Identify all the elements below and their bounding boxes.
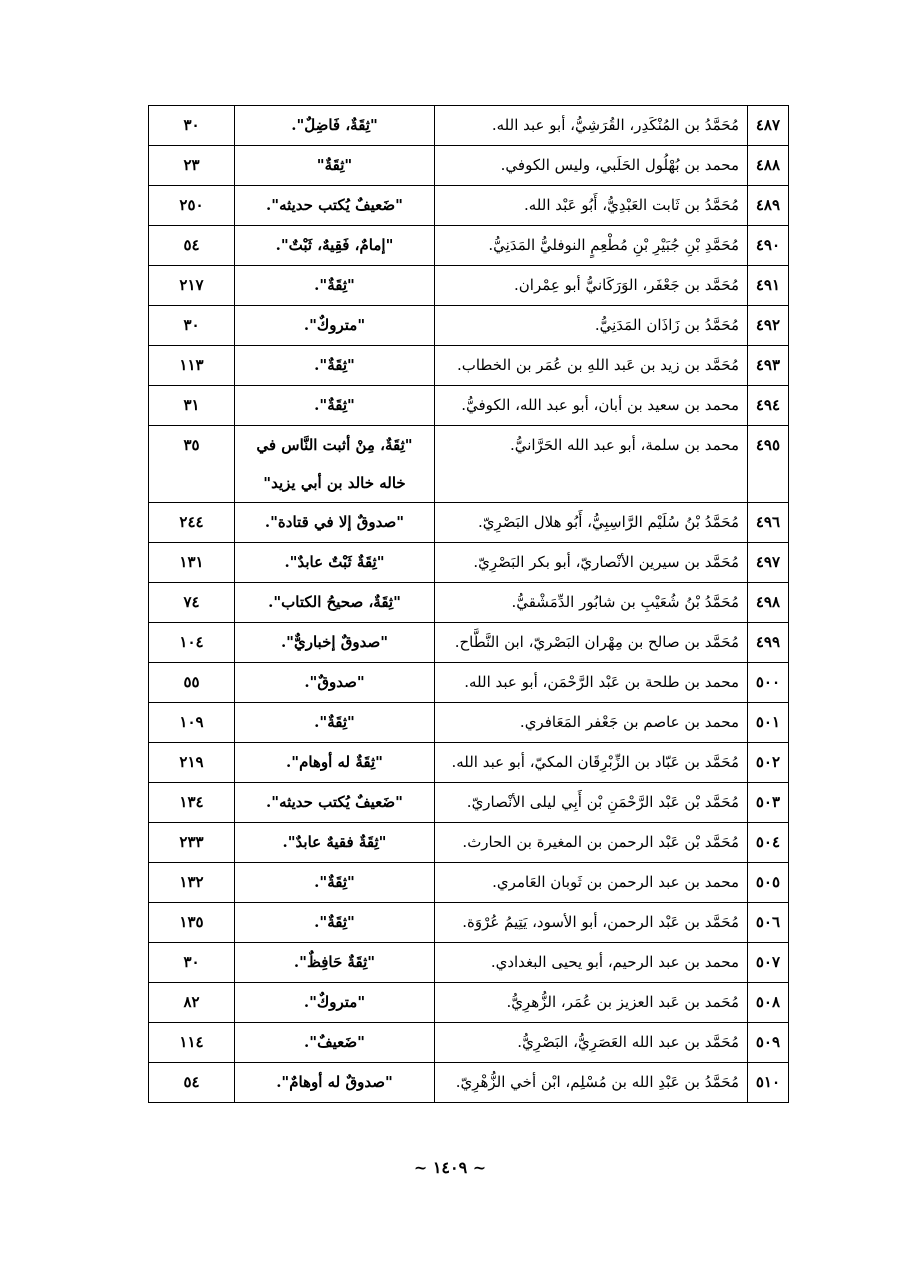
table-row bbox=[149, 943, 789, 983]
row-number: ٤٨٨ bbox=[748, 146, 789, 186]
row-number: ٥٠٣ bbox=[748, 783, 789, 823]
narrator-grade: "ثِقَةٌ". bbox=[235, 386, 435, 426]
row-number: ٥٠٢ bbox=[748, 743, 789, 783]
table-row bbox=[149, 703, 789, 743]
page-reference: ١٣٤ bbox=[149, 783, 235, 823]
narrators-table-body bbox=[149, 106, 789, 1103]
table-row bbox=[149, 783, 789, 823]
page-reference: ٥٤ bbox=[149, 1063, 235, 1103]
table-row bbox=[149, 583, 789, 623]
narrator-grade: "صدوقٌ له أوهامٌ". bbox=[235, 1063, 435, 1103]
narrators-table-wrapper bbox=[148, 105, 788, 1103]
narrator-grade: "ثِقَةٌ له أوهام". bbox=[235, 743, 435, 783]
narrator-name: مُحَمَّدُ بْنُ شُعَيْبِ بن شابُور الدِّمَشْقيُّ. bbox=[435, 583, 748, 623]
table-row bbox=[149, 146, 789, 186]
narrator-name: مُحَمَّد بن جَعْفَر، الوَرَكَانيُّ أبو عِمْران. bbox=[435, 266, 748, 306]
page-reference: ٣٠ bbox=[149, 106, 235, 146]
narrator-name: مُحَمَّدِ بْنِ جُبَيْرِ بْنِ مُطْعِمٍ النوفليُّ المَدَنِيُّ. bbox=[435, 226, 748, 266]
narrator-grade: "ثِقَةٌ". bbox=[235, 266, 435, 306]
page-reference: ٥٥ bbox=[149, 663, 235, 703]
narrator-grade: "ضَعيفٌ يُكتب حديثه". bbox=[235, 186, 435, 226]
row-number: ٤٩٥ bbox=[748, 426, 789, 503]
narrator-name: محمد بن عاصم بن جَعْفر المَعَافري. bbox=[435, 703, 748, 743]
narrator-grade: "ثِقَةٌ فقيهٌ عابدٌ". bbox=[235, 823, 435, 863]
row-number: ٥١٠ bbox=[748, 1063, 789, 1103]
narrator-name: مُحَمَّد بْن عَبْد الرحمن بن المغيرة بن الحارث. bbox=[435, 823, 748, 863]
table-row bbox=[149, 983, 789, 1023]
narrator-grade: "ثِقَةٌ". bbox=[235, 863, 435, 903]
page-reference: ٣٠ bbox=[149, 306, 235, 346]
narrator-name: محمد بن بُهْلُول الحَلَبي، وليس الكوفي. bbox=[435, 146, 748, 186]
narrator-name: مُحَمَّد بن عبد الله العَصَرِيُّ، البَصْرِيُّ. bbox=[435, 1023, 748, 1063]
narrator-grade: "إمامٌ، فَقِيهٌ، ثَبْتٌ". bbox=[235, 226, 435, 266]
table-row bbox=[149, 186, 789, 226]
narrator-grade: "ثِقَةٌ ثَبْتٌ عابدٌ". bbox=[235, 543, 435, 583]
narrator-name: محمد بن عبد الرحيم، أبو يحيى البغدادي. bbox=[435, 943, 748, 983]
narrator-name: محمد بن طلحة بن عَبْد الرَّحْمَن، أبو عبد الله. bbox=[435, 663, 748, 703]
row-number: ٤٩٠ bbox=[748, 226, 789, 266]
row-number: ٤٩٦ bbox=[748, 503, 789, 543]
page-reference: ٨٢ bbox=[149, 983, 235, 1023]
row-number: ٤٩١ bbox=[748, 266, 789, 306]
narrator-name: مُحَمَّد بن عَبّاد بن الزِّبْرِقَان المكيّ، أبو عبد الله. bbox=[435, 743, 748, 783]
page-reference: ٢٤٤ bbox=[149, 503, 235, 543]
table-row bbox=[149, 266, 789, 306]
narrator-name: مُحَمَّد بن زيد بن عَبد اللهِ بن عُمَر بن الخطاب. bbox=[435, 346, 748, 386]
table-row bbox=[149, 623, 789, 663]
page-reference: ٣٠ bbox=[149, 943, 235, 983]
narrator-name: مُحَمَّد بْن عَبْد الرَّحْمَنِ بْن أَبِي ليلى الأنْصاريّ. bbox=[435, 783, 748, 823]
narrator-grade: "صدوقٌ". bbox=[235, 663, 435, 703]
page-reference: ٣١ bbox=[149, 386, 235, 426]
page-reference: ٢١٩ bbox=[149, 743, 235, 783]
table-row bbox=[149, 743, 789, 783]
table-row bbox=[149, 346, 789, 386]
table-row bbox=[149, 823, 789, 863]
row-number: ٥٠٩ bbox=[748, 1023, 789, 1063]
row-number: ٥٠٨ bbox=[748, 983, 789, 1023]
row-number: ٥٠٧ bbox=[748, 943, 789, 983]
page-reference: ١٠٩ bbox=[149, 703, 235, 743]
narrator-name: مُحَمَّدُ بْنُ سُلَيْم الرَّاسِبِيُّ، أَبُو هلال البَصْرِيّ. bbox=[435, 503, 748, 543]
narrator-grade: "ثِقَةٌ، صحيحُ الكتاب". bbox=[235, 583, 435, 623]
narrator-grade: "ثِقَةٌ" bbox=[235, 146, 435, 186]
page-reference: ٢٣ bbox=[149, 146, 235, 186]
row-number: ٥٠٦ bbox=[748, 903, 789, 943]
narrator-grade: "ضَعيفٌ يُكتب حديثه". bbox=[235, 783, 435, 823]
narrators-table bbox=[148, 105, 789, 1103]
narrator-name: مُحَمد بن عَبد العزيز بن عُمَر، الزُّهرِيُّ. bbox=[435, 983, 748, 1023]
table-row bbox=[149, 386, 789, 426]
table-row bbox=[149, 306, 789, 346]
narrator-name: مُحَمَّدُ بن المُنْكَدِر، القُرَشِيُّ، أبو عبد الله. bbox=[435, 106, 748, 146]
narrator-grade: "متروكٌ". bbox=[235, 306, 435, 346]
table-row bbox=[149, 1023, 789, 1063]
page-reference: ١٣١ bbox=[149, 543, 235, 583]
row-number: ٤٨٩ bbox=[748, 186, 789, 226]
narrator-name: محمد بن عبد الرحمن بن ثَوبان العَامري. bbox=[435, 863, 748, 903]
row-number: ٤٩٢ bbox=[748, 306, 789, 346]
row-number: ٥٠١ bbox=[748, 703, 789, 743]
narrator-name: مُحَمَّدُ بن عَبْدِ الله بن مُسْلِم، ابْن أخي الزُّهْرِيّ. bbox=[435, 1063, 748, 1103]
narrator-name: مُحَمَّدُ بن ثَابت العَبْدِيُّ، أَبُو عَبْد الله. bbox=[435, 186, 748, 226]
narrator-grade: "صدوقٌ إلا في قتادة". bbox=[235, 503, 435, 543]
page-reference: ٧٤ bbox=[149, 583, 235, 623]
page-reference: ١١٣ bbox=[149, 346, 235, 386]
narrator-grade: "ثِقَةٌ حَافِظٌ". bbox=[235, 943, 435, 983]
narrator-name: مُحَمَّد بن عَبْد الرحمن، أبو الأسود، يَتِيمُ عُرْوَة. bbox=[435, 903, 748, 943]
narrator-name: محمد بن سلمة، أبو عبد الله الحَرَّانيُّ. bbox=[435, 426, 748, 503]
row-number: ٤٩٤ bbox=[748, 386, 789, 426]
table-row bbox=[149, 226, 789, 266]
page-reference: ١٠٤ bbox=[149, 623, 235, 663]
table-row bbox=[149, 426, 789, 503]
page-reference: ١١٤ bbox=[149, 1023, 235, 1063]
page-reference: ١٣٢ bbox=[149, 863, 235, 903]
narrator-grade: "ثِقَةٌ، مِنْ أثبت النَّاس في خاله خالد بن أبي يزيد" bbox=[235, 426, 435, 503]
narrator-grade: "متروكٌ". bbox=[235, 983, 435, 1023]
table-row bbox=[149, 863, 789, 903]
row-number: ٤٩٨ bbox=[748, 583, 789, 623]
narrator-grade: "صدوقٌ إخباريٌّ". bbox=[235, 623, 435, 663]
narrator-grade: "ثِقَةٌ". bbox=[235, 703, 435, 743]
table-row bbox=[149, 903, 789, 943]
page-reference: ١٣٥ bbox=[149, 903, 235, 943]
table-row bbox=[149, 543, 789, 583]
page-reference: ٣٥ bbox=[149, 426, 235, 503]
table-row bbox=[149, 1063, 789, 1103]
narrator-name: مُحَمَّد بن صالح بن مِهْران البَصْريّ، ابن النَّطَّاح. bbox=[435, 623, 748, 663]
narrator-grade: "ضَعيفٌ". bbox=[235, 1023, 435, 1063]
narrator-grade: "ثِقَةٌ، فَاضِلٌ". bbox=[235, 106, 435, 146]
row-number: ٤٩٣ bbox=[748, 346, 789, 386]
row-number: ٥٠٥ bbox=[748, 863, 789, 903]
row-number: ٤٩٩ bbox=[748, 623, 789, 663]
page-reference: ٢٥٠ bbox=[149, 186, 235, 226]
row-number: ٤٩٧ bbox=[748, 543, 789, 583]
page-reference: ٢١٧ bbox=[149, 266, 235, 306]
page-number: ~ ١٤٠٩ ~ bbox=[413, 1158, 487, 1177]
row-number: ٥٠٠ bbox=[748, 663, 789, 703]
page-reference: ٢٣٣ bbox=[149, 823, 235, 863]
narrator-name: مُحَمَّدُ بن زَاذَان المَدَنِيُّ. bbox=[435, 306, 748, 346]
table-row bbox=[149, 663, 789, 703]
row-number: ٤٨٧ bbox=[748, 106, 789, 146]
table-row bbox=[149, 503, 789, 543]
page-reference: ٥٤ bbox=[149, 226, 235, 266]
narrator-grade: "ثِقَةٌ". bbox=[235, 346, 435, 386]
narrator-grade: "ثِقَةٌ". bbox=[235, 903, 435, 943]
row-number: ٥٠٤ bbox=[748, 823, 789, 863]
narrator-name: محمد بن سعيد بن أبان، أبو عبد الله، الكوفيُّ. bbox=[435, 386, 748, 426]
narrator-name: مُحَمَّد بن سيرين الأنْصاريّ، أبو بكر البَصْرِيّ. bbox=[435, 543, 748, 583]
table-row bbox=[149, 106, 789, 146]
